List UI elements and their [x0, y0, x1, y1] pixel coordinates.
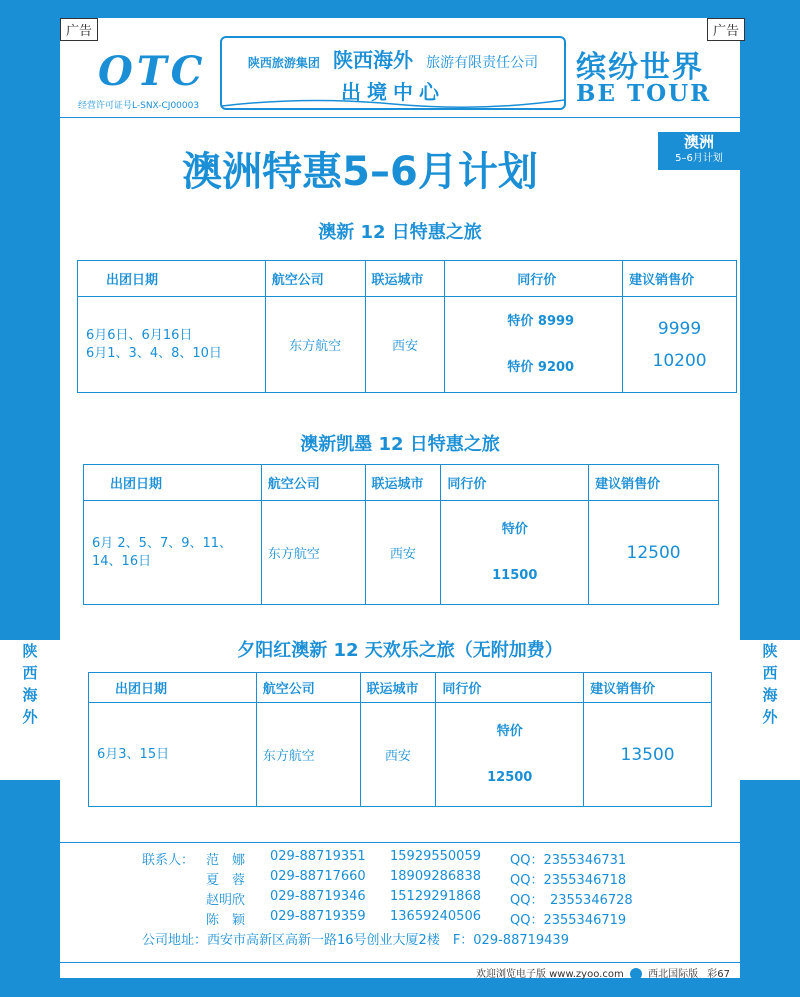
right-side-label: 陕 西 海 外 — [762, 642, 778, 726]
group-name: 陕西旅游集团 — [247, 56, 320, 70]
page-title: 澳洲特惠5–6月计划 — [182, 149, 538, 195]
region-tag: 澳洲 5–6月计划 — [658, 132, 740, 170]
tour-table-3 — [88, 672, 712, 807]
left-side-label: 陕 西 海 外 — [22, 642, 38, 726]
contact-row: 赵明欣 029-88719346 15129291868 QQ： 2355346728 — [206, 889, 633, 908]
table-header-row: 出团日期 航空公司 联运城市 同行价 建议销售价 — [78, 261, 737, 297]
contact-row: 联系人： 范 娜 029-88719351 15929550059 QQ：2355346731 — [142, 849, 627, 868]
contact-block — [60, 842, 740, 949]
contact-row: 陈 颖 029-88719359 13659240506 QQ：2355346719 — [206, 909, 627, 928]
page-footer — [60, 962, 740, 978]
logo-badge-icon — [630, 968, 642, 980]
table-row: 6月6日、6月16日 6月1、3、4、8、10日 东方航空 西安 特价 8999 特价 9200 9999 10200 — [78, 297, 737, 393]
wave-decoration — [222, 96, 564, 108]
page-header — [60, 34, 740, 118]
footer-edition: 西北国际版 — [648, 969, 699, 980]
table-header-row: 出团日期 航空公司 联运城市 同行价 建议销售价 — [84, 465, 719, 501]
table-row: 6月 2、5、7、9、11、 14、16日 东方航空 西安 特价 11500 12500 — [84, 501, 719, 605]
license-number: 经营许可证号L-SNX-CJ00003 — [78, 101, 200, 111]
otc-logo: OTC — [98, 48, 207, 95]
company-name: 旅游有限责任公司 — [426, 55, 539, 71]
table-header-row: 出团日期 航空公司 联运城市 同行价 建议销售价 — [89, 673, 712, 703]
table-row: 6月3、15日 东方航空 西安 特价 12500 13500 — [89, 703, 712, 807]
footer-text: 欢迎浏览电子版 www.zyoo.com — [475, 969, 624, 980]
contact-row: 夏 蓉 029-88717660 18909286838 QQ：2355346718 — [206, 869, 627, 888]
company-address: 公司地址：西安市高新区高新一路16号创业大厦2楼 F：029-88719439 — [142, 933, 569, 948]
page-number: 彩67 — [707, 969, 730, 980]
ad-label-right: 广告 — [707, 18, 745, 41]
section-title-3: 夕阳红澳新 12 天欢乐之旅（无附加费） — [237, 640, 563, 661]
agency-banner — [220, 36, 566, 110]
tour-table-2 — [83, 464, 719, 605]
ad-label-left: 广告 — [60, 18, 98, 41]
tour-table-1 — [77, 260, 737, 393]
department-name: 出境中心 — [341, 80, 445, 104]
brand-name: 陕西海外 — [333, 48, 413, 72]
section-title-2: 澳新凯墨 12 日特惠之旅 — [300, 434, 500, 455]
brand-en: BE TOUR — [576, 80, 712, 107]
section-title-1: 澳新 12 日特惠之旅 — [318, 222, 482, 243]
brand-cn: 缤纷世界 — [576, 50, 704, 85]
